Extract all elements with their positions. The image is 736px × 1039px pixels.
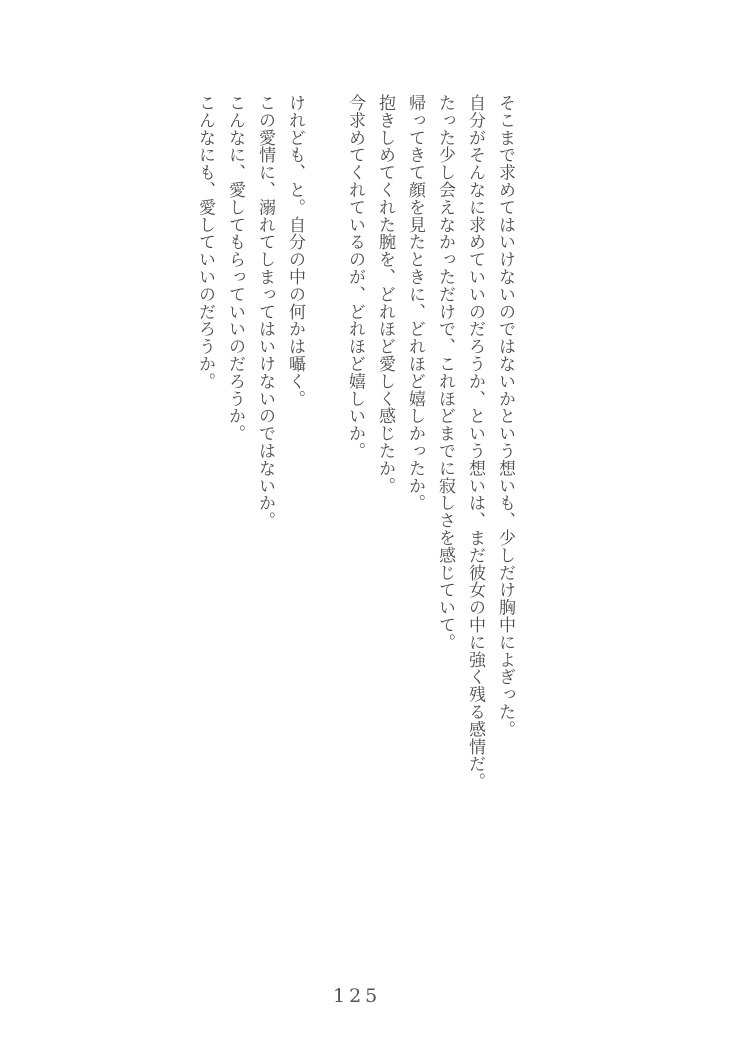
page-number: 125 <box>333 985 382 1007</box>
text-line: 抱きしめてくれた腕を、どれほど愛しく感じたか。 <box>375 94 395 495</box>
text-line: 帰ってきて顔を見たときに、どれほど嬉しかったか。 <box>405 94 425 512</box>
text-line: 今求めてくれているのが、どれほど嬉しいか。 <box>345 94 365 460</box>
text-line: たった少し会えなかっただけで、これほどまでに寂しさを感じていて。 <box>435 94 455 651</box>
text-line: こんなにも、愛していいのだろうか。 <box>195 94 215 390</box>
vertical-text-block <box>190 94 520 806</box>
paragraph <box>340 94 520 806</box>
paragraph <box>190 94 310 806</box>
text-line: 自分がそんなに求めていいのだろうか、という想いは、まだ彼女の中に強く残る感情だ。 <box>465 94 485 790</box>
text-line: そこまで求めてはいけないのではないかという想いも、少しだけ胸中によぎった。 <box>495 94 515 738</box>
text-line: この愛情に、溺れてしまってはいけないのではないか。 <box>255 94 275 529</box>
text-line: こんなに、愛してもらっていいのだろうか。 <box>225 94 245 442</box>
text-line: けれども、と。自分の中の何かは囁く。 <box>285 94 305 408</box>
